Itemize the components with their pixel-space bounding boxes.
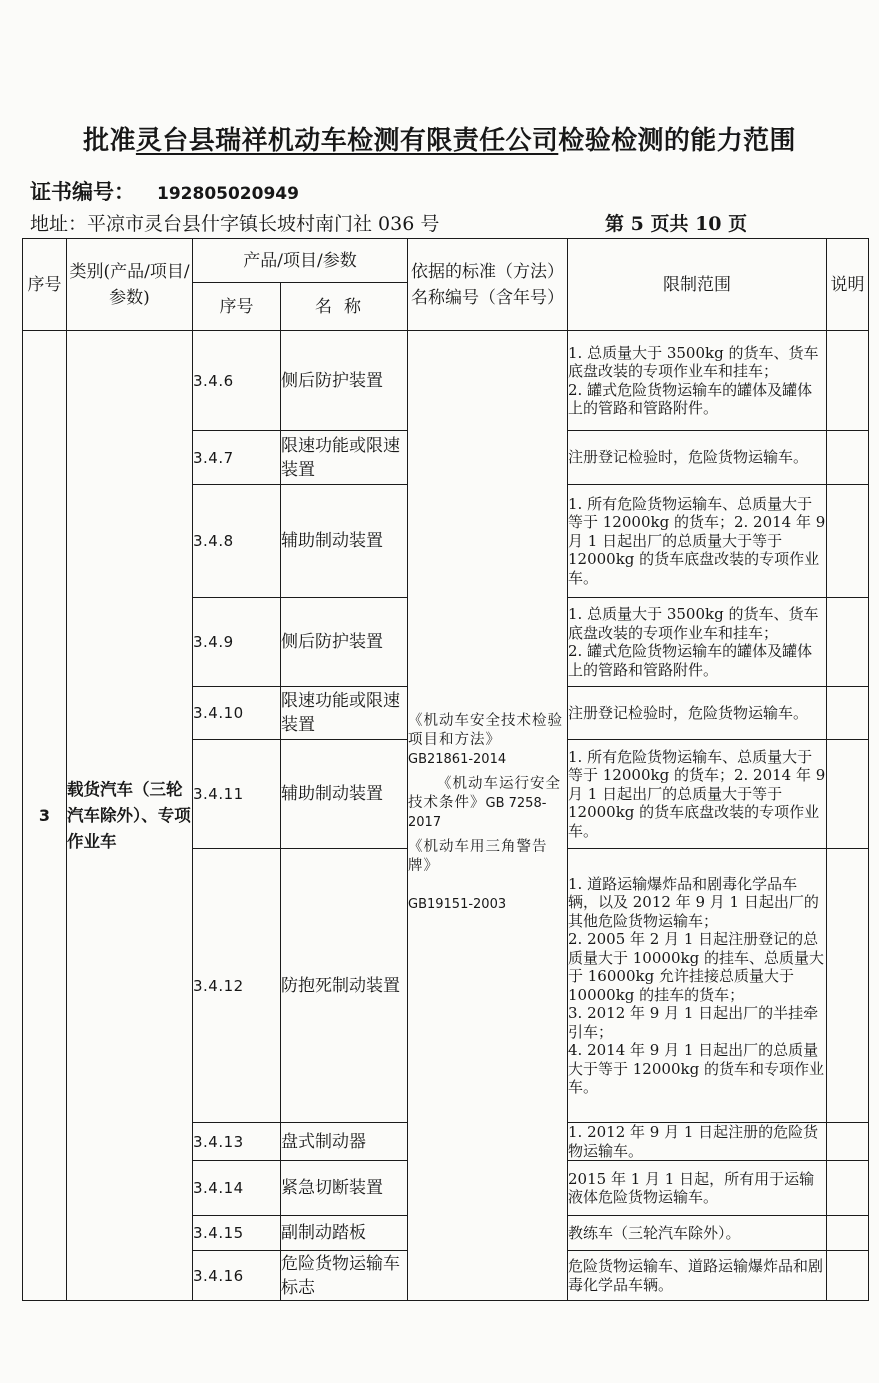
- certificate-label: 证书编号：: [30, 179, 135, 204]
- limit-item: 1. 总质量大于 3500kg 的货车、货车底盘改装的专项作业车和挂车；: [568, 605, 819, 642]
- limit-item: 4. 2014 年 9 月 1 日起出厂的总质量大于等于 12000kg 的货车和专项作业车。: [568, 1041, 824, 1096]
- note-cell: [827, 598, 869, 687]
- group-no: 3: [23, 331, 67, 1301]
- note-cell: [827, 485, 869, 598]
- limit-range: [568, 1216, 827, 1251]
- limit-range: [568, 849, 827, 1123]
- address-label: 地址：: [30, 213, 88, 235]
- limit-item: 注册登记检验时，危险货物运输车。: [568, 448, 809, 467]
- limit-range: [568, 598, 827, 687]
- title-suffix: 检验检测的能力范围: [558, 126, 796, 156]
- header-category: 类别(产品/项目/参数): [67, 239, 193, 331]
- item-no: 3.4.16: [193, 1251, 281, 1301]
- header-note: 说明: [827, 239, 869, 331]
- standard-item: [408, 838, 567, 914]
- standard-code: GB21861-2014: [408, 751, 507, 767]
- note-cell: [827, 849, 869, 1123]
- limit-item: 2. 2005 年 2 月 1 日起注册登记的总质量大于 10000kg 的挂车、总质量大于 16000kg 允许挂接总质量大于 10000kg 的挂车的货车；: [568, 930, 824, 1004]
- item-name: 副制动踏板: [281, 1216, 408, 1251]
- limit-range: [568, 1161, 827, 1216]
- limit-item: 危险货物运输车、道路运输爆炸品和剧毒化学品车辆。: [568, 1257, 824, 1294]
- title-organization: 灵台县瑞祥机动车检测有限责任公司: [135, 126, 559, 156]
- item-name: 防抱死制动装置: [281, 849, 408, 1123]
- item-no: 3.4.14: [193, 1161, 281, 1216]
- item-no: 3.4.13: [193, 1123, 281, 1161]
- address-line: [30, 209, 439, 236]
- header-standard: 依据的标准（方法）名称编号（含年号）: [408, 239, 568, 331]
- limit-item: 2015 年 1 月 1 日起，所有用于运输液体危险货物运输车。: [568, 1169, 815, 1206]
- header-product-group: 产品/项目/参数: [193, 239, 408, 283]
- limit-range: [568, 431, 827, 485]
- item-name: 侧后防护装置: [281, 331, 408, 431]
- limit-range: [568, 1251, 827, 1301]
- note-cell: [827, 1161, 869, 1216]
- item-no: 3.4.9: [193, 598, 281, 687]
- standard-name: 《机动车运行安全技术条件》: [408, 775, 561, 811]
- limit-item: 1. 所有危险货物运输车、总质量大于等于 12000kg 的货车；2. 2014 年 9 月 1 日起出厂的总质量大于等于 12000kg 的货车底盘改装的专项作业车。: [568, 494, 826, 587]
- limit-item: 2. 罐式危险货物运输车的罐体及罐体上的管路和管路附件。: [568, 642, 813, 679]
- header-item-name: 名称: [281, 283, 408, 331]
- limit-range: [568, 1123, 827, 1161]
- limit-item: 注册登记检验时，危险货物运输车。: [568, 703, 809, 722]
- page-title: [0, 120, 879, 157]
- note-cell: [827, 331, 869, 431]
- standard-item: [408, 775, 567, 832]
- item-name: 限速功能或限速装置: [281, 431, 408, 485]
- item-no: 3.4.8: [193, 485, 281, 598]
- limit-item: 教练车（三轮汽车除外）。: [568, 1223, 741, 1242]
- item-no: 3.4.10: [193, 687, 281, 740]
- item-no: 3.4.7: [193, 431, 281, 485]
- standard-code: GB 7258-2017: [408, 795, 547, 830]
- limit-item: 1. 所有危险货物运输车、总质量大于等于 12000kg 的货车；2. 2014 年 9 月 1 日起出厂的总质量大于等于 12000kg 的货车底盘改装的专项作业车。: [568, 747, 826, 840]
- limit-range: [568, 331, 827, 431]
- item-name: 侧后防护装置: [281, 598, 408, 687]
- limit-item: 1. 总质量大于 3500kg 的货车、货车底盘改装的专项作业车和挂车；: [568, 343, 819, 380]
- item-name: 盘式制动器: [281, 1123, 408, 1161]
- limit-item: 1. 2012 年 9 月 1 日起注册的危险货物运输车。: [568, 1123, 819, 1160]
- group-standards: [408, 331, 568, 1301]
- certificate-number: 192805020949: [157, 184, 299, 204]
- standard-code: GB19151-2003: [408, 896, 507, 912]
- header-limit: 限制范围: [568, 239, 827, 331]
- item-name: 辅助制动装置: [281, 485, 408, 598]
- limit-range: [568, 687, 827, 740]
- limit-item: 2. 罐式危险货物运输车的罐体及罐体上的管路和管路附件。: [568, 380, 813, 417]
- item-name: 辅助制动装置: [281, 740, 408, 849]
- page-number: 第 5 页共 10 页: [605, 213, 748, 235]
- note-cell: [827, 431, 869, 485]
- header-row: [23, 239, 869, 283]
- standard-item: [408, 712, 567, 769]
- capability-table: [22, 238, 869, 1301]
- group-category: 载货汽车（三轮汽车除外）、专项作业车: [67, 331, 193, 1301]
- item-name: 危险货物运输车标志: [281, 1251, 408, 1301]
- header-no: 序号: [23, 239, 67, 331]
- item-name: 紧急切断装置: [281, 1161, 408, 1216]
- header-item-no: 序号: [193, 283, 281, 331]
- note-cell: [827, 740, 869, 849]
- limit-range: [568, 485, 827, 598]
- standard-name: 《机动车用三角警告牌》: [408, 838, 548, 874]
- title-prefix: 批准: [83, 126, 136, 156]
- item-no: 3.4.15: [193, 1216, 281, 1251]
- note-cell: [827, 1251, 869, 1301]
- limit-item: 3. 2012 年 9 月 1 日起出厂的半挂牵引车；: [568, 1004, 819, 1041]
- note-cell: [827, 1123, 869, 1161]
- item-no: 3.4.12: [193, 849, 281, 1123]
- note-cell: [827, 687, 869, 740]
- limit-range: [568, 740, 827, 849]
- certificate-line: [30, 176, 299, 206]
- table-row: [23, 331, 869, 431]
- item-no: 3.4.6: [193, 331, 281, 431]
- item-no: 3.4.11: [193, 740, 281, 849]
- standard-name: 《机动车安全技术检验项目和方法》: [408, 712, 563, 748]
- address-value: 平凉市灵台县什字镇长坡村南门社 036 号: [87, 213, 440, 235]
- item-name: 限速功能或限速装置: [281, 687, 408, 740]
- note-cell: [827, 1216, 869, 1251]
- limit-item: 1. 道路运输爆炸品和剧毒化学品车辆，以及 2012 年 9 月 1 日起出厂的其他危险货物运输车；: [568, 874, 819, 930]
